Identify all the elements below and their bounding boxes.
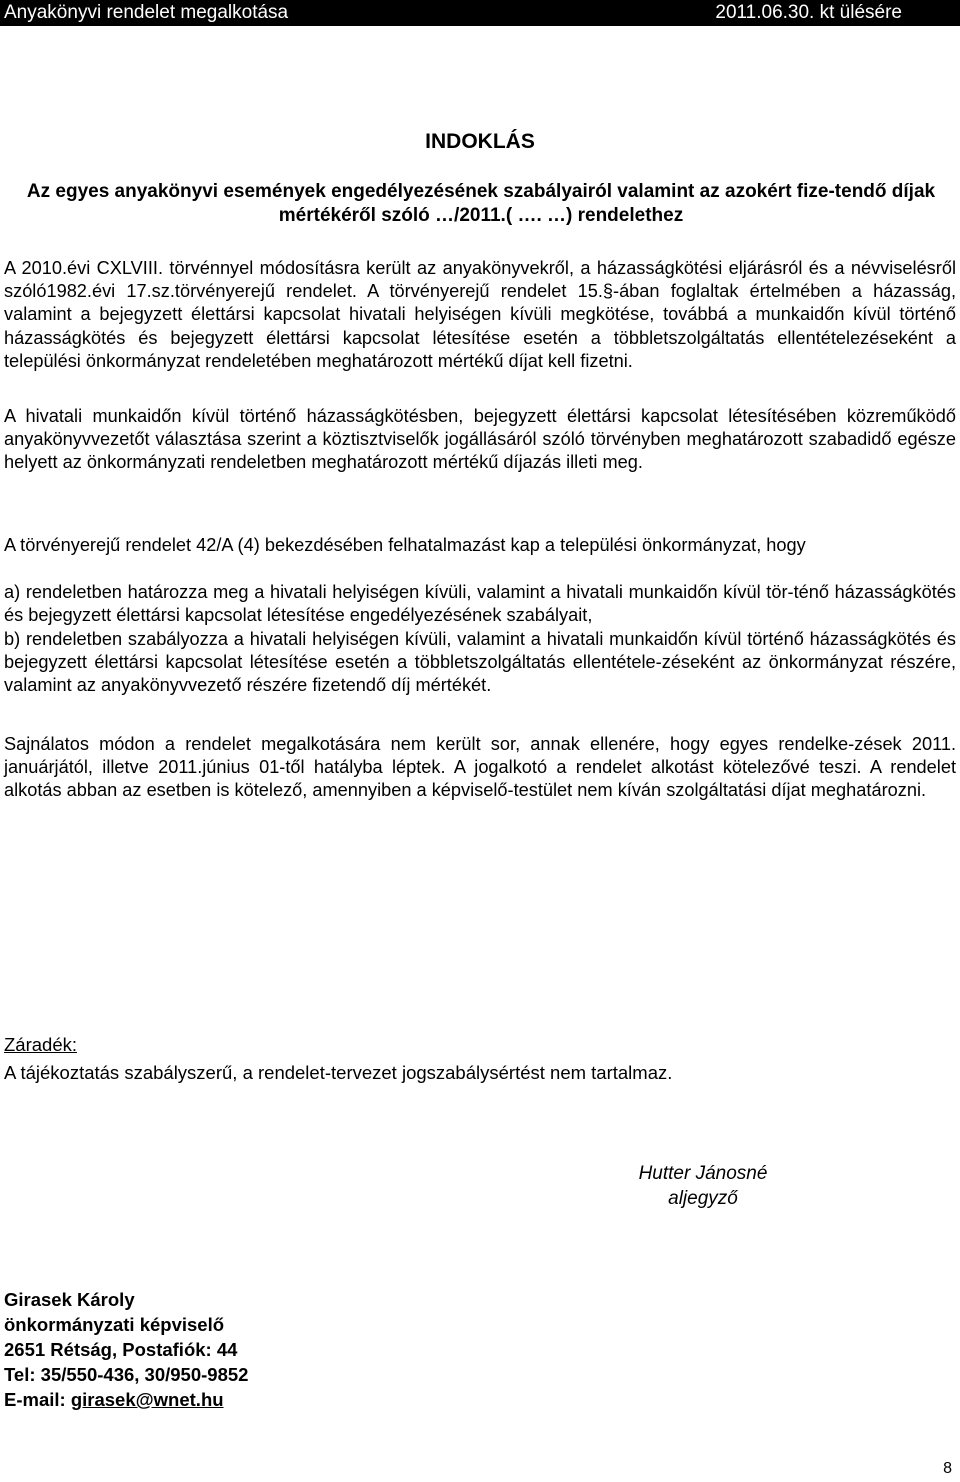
paragraph-conclusion: Sajnálatos módon a rendelet megalkotására nem került sor, annak ellenére, hogy egyes rendelke-zések 2011. januárjától, illetve 2011.június 01-től hatályba léptek. A jogalkotó a rendelet alkotást kötelezővé teszi. A rendelet alkotás abban az esetben is kötelező, amennyiben a képviselő-testület nem kíván szolgáltatási díjat meghatározni. bbox=[4, 734, 956, 801]
clause-text: A tájékoztatás szabályszerű, a rendelet-tervezet jogszabálysértést nem tartalmaz. bbox=[4, 1062, 673, 1083]
header-document-title: Anyakönyvi rendelet megalkotása bbox=[4, 2, 289, 23]
paragraph-authorization: A törvényerejű rendelet 42/A (4) bekezdésében felhatalmazást kap a települési önkormányzat, hogy bbox=[4, 535, 806, 555]
contact-email-link[interactable]: girasek@wnet.hu bbox=[70, 1389, 224, 1410]
paragraph-point-a: a) rendeletben határozza meg a hivatali helyiségen kívüli, valamint a hivatali munkaidőn kívül tör-ténő házasságkötés és bejegyzett élettársi kapcsolat létesítése engedélyezésének szabályait, bbox=[4, 582, 956, 626]
paragraph-legal-background: A 2010.évi CXLVIII. törvénnyel módosításra került az anyakönyvekről, a házasságkötési eljárásról és a névviselésről szóló1982.évi 17.sz.törvényerejű rendelet. A törvényerejű rendelet 15.§-ában foglaltak értelmében a házasság, valamint a bejegyzett élettársi kapcsolat hivatali helyiségen kívüli megkötése, továbbá a munkaidőn kívül történő házasságkötés és bejegyzett élettársi kapcsolat létesítése esetén a többletszolgáltatás ellentételezéseként a települési önkormányzat rendeletében meghatározott mértékű díjat kell fizetni. bbox=[4, 258, 956, 371]
contact-email-label: E-mail: bbox=[4, 1389, 71, 1410]
paragraph-registrar-compensation: A hivatali munkaidőn kívül történő házasságkötésben, bejegyzett élettársi kapcsolat létesítésében közreműködő anyakönyvvezetőt választása szerint a köztisztviselők jogállásáról szóló törvényben meghatározott szabadidő egésze helyett az önkormányzati rendeletben meghatározott mértékű díjazás illeti meg. bbox=[4, 406, 956, 473]
contact-email-line bbox=[4, 1387, 224, 1413]
signature-name: Hutter Jánosné bbox=[638, 1163, 768, 1184]
contact-address: 2651 Rétság, Postafiók: 44 bbox=[4, 1339, 238, 1360]
contact-phone: Tel: 35/550-436, 30/950-9852 bbox=[4, 1364, 249, 1385]
clause-heading: Záradék: bbox=[4, 1034, 78, 1055]
signature-title: aljegyző bbox=[668, 1188, 738, 1209]
page-header bbox=[0, 0, 960, 26]
contact-name: Girasek Károly bbox=[4, 1289, 135, 1310]
document-subtitle: Az egyes anyakönyvi események engedélyezésének szabályairól valamint az azokért fize-tendő díjak mértékéről szóló …/2011.( …. …) rendelethez bbox=[26, 181, 936, 226]
contact-role: önkormányzati képviselő bbox=[4, 1314, 225, 1335]
paragraph-point-b: b) rendeletben szabályozza a hivatali helyiségen kívüli, valamint a hivatali munkaidőn kívül történő házasságkötés és bejegyzett élettársi kapcsolat létesítése esetén a többletszolgáltatás ellentétele-zéseként az önkormányzat részére, valamint az anyakönyvvezető részére fizetendő díj mértékét. bbox=[4, 629, 956, 696]
page-number: 8 bbox=[943, 1460, 952, 1477]
header-meeting-date: 2011.06.30. kt ülésére bbox=[715, 2, 902, 23]
document-title: INDOKLÁS bbox=[425, 130, 535, 153]
